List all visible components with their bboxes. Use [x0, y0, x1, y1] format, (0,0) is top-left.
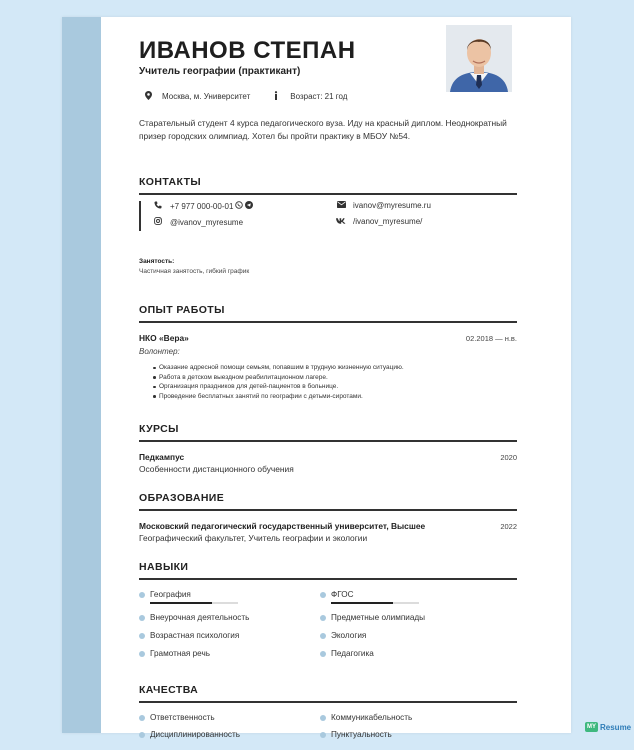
education-year: 2022 — [500, 522, 517, 531]
bullet-dot-icon — [139, 592, 145, 598]
list-item: Организация праздников для детей-пациентов в больнице. — [153, 382, 513, 392]
experience-dates: 02.2018 — н.в. — [465, 334, 517, 343]
phone-text: +7 977 000-00-01 — [170, 201, 234, 211]
skill-item — [139, 613, 249, 622]
quality-label: Дисциплинированность — [150, 730, 240, 739]
skill-label: Педагогика — [331, 649, 374, 658]
vk-contact[interactable] — [336, 217, 422, 226]
instagram-text: @ivanov_myresume — [170, 217, 244, 227]
courses-section-title: КУРСЫ — [139, 423, 179, 435]
bullet-dot-icon — [139, 651, 145, 657]
course-name: Педкампус — [139, 452, 185, 462]
map-pin-icon — [142, 91, 154, 102]
skill-label: Грамотная речь — [150, 649, 210, 658]
skill-label: Возрастная психология — [150, 631, 240, 640]
course-year: 2020 — [500, 453, 517, 462]
resume-sheet — [62, 17, 571, 739]
contacts-section-title: КОНТАКТЫ — [139, 176, 202, 188]
skill-label: География — [150, 590, 191, 599]
quality-item — [139, 713, 215, 722]
sidebar-accent-strip — [62, 17, 101, 733]
skill-item — [320, 649, 374, 658]
skill-level-bar — [150, 602, 238, 604]
skill-level-bar — [331, 602, 419, 604]
education-desc: Географический факультет, Учитель географии и экологии — [139, 533, 368, 543]
location-text: Москва, м. Университет — [162, 92, 251, 101]
job-title: Учитель географии (практикант) — [139, 66, 301, 77]
info-icon — [270, 91, 282, 102]
profile-photo — [446, 25, 512, 92]
quality-item — [320, 730, 392, 739]
skills-divider — [139, 578, 517, 580]
experience-section-title: ОПЫТ РАБОТЫ — [139, 304, 225, 316]
skill-item — [320, 590, 353, 599]
education-name: Московский педагогический государственный университет, Высшее — [139, 521, 426, 531]
bullet-dot-icon — [320, 715, 326, 721]
quality-label: Пунктуальность — [331, 730, 392, 739]
skill-item — [320, 631, 366, 640]
skill-level-fill — [150, 602, 212, 604]
skill-item — [320, 613, 425, 622]
skill-label: ФГОС — [331, 590, 354, 599]
list-item: Проведение бесплатных занятий по географии с детьми-сиротами. — [153, 392, 513, 402]
skill-item — [139, 631, 239, 640]
envelope-icon — [336, 201, 346, 210]
quality-label: Коммуникабельность — [331, 713, 413, 722]
course-desc: Особенности дистанционного обучения — [139, 464, 294, 474]
contacts-accent-bar — [139, 201, 141, 231]
courses-divider — [139, 440, 517, 442]
skill-label: Предметные олимпиады — [331, 613, 426, 622]
skill-label: Экология — [331, 631, 367, 640]
experience-role: Волонтер: — [139, 347, 180, 356]
skill-item — [139, 649, 210, 658]
brand-name: Resume — [600, 722, 632, 732]
contacts-divider — [139, 193, 517, 195]
brand-logo[interactable] — [585, 722, 631, 732]
bullet-dot-icon — [320, 732, 326, 738]
email-contact[interactable] — [336, 201, 431, 210]
telegram-icon — [245, 201, 253, 211]
age-text: Возраст: 21 год — [290, 92, 348, 101]
instagram-contact[interactable] — [153, 217, 243, 227]
qualities-section-title: КАЧЕСТВА — [139, 684, 199, 696]
bullet-dot-icon — [139, 715, 145, 721]
list-item: Работа в детском выездном реабилитационном лагере. — [153, 373, 513, 383]
skill-level-fill — [331, 602, 393, 604]
bullet-dot-icon — [320, 592, 326, 598]
bullet-dot-icon — [139, 633, 145, 639]
experience-divider — [139, 321, 517, 323]
brand-badge: MY — [587, 724, 596, 730]
skill-item — [139, 590, 191, 599]
employment-value: Частичная занятость, гибкий график — [139, 268, 250, 275]
vk-text: /ivanov_myresume/ — [353, 217, 423, 226]
employment-label: Занятость: — [139, 258, 175, 265]
summary-text: Старательный студент 4 курса педагогического вуза. Иду на красный диплом. Неоднократный призер городских олимпиад. Хотел бы пройти практику в МБОУ №54. — [139, 118, 507, 141]
bullet-dot-icon — [320, 633, 326, 639]
education-section-title: ОБРАЗОВАНИЕ — [139, 492, 225, 504]
phone-icon — [153, 201, 163, 211]
contacts-block — [139, 201, 517, 247]
quality-item — [320, 713, 412, 722]
bullet-dot-icon — [320, 651, 326, 657]
quality-item — [139, 730, 240, 739]
experience-duties-list — [153, 363, 513, 401]
candidate-name: ИВАНОВ СТЕПАН — [139, 37, 356, 64]
instagram-icon — [153, 217, 163, 227]
vk-icon — [336, 217, 346, 226]
bullet-dot-icon — [139, 615, 145, 621]
phone-contact[interactable] — [153, 201, 253, 211]
bullet-dot-icon — [139, 732, 145, 738]
bullet-dot-icon — [320, 615, 326, 621]
meta-row — [142, 91, 347, 102]
qualities-divider — [139, 701, 517, 703]
education-divider — [139, 509, 517, 511]
whatsapp-icon — [235, 201, 243, 211]
email-text: ivanov@myresume.ru — [353, 201, 431, 210]
list-item: Оказание адресной помощи семьям, попавшим в трудную жизненную ситуацию. — [153, 363, 513, 373]
experience-org: НКО «Вера» — [139, 333, 189, 343]
skills-section-title: НАВЫКИ — [139, 561, 189, 573]
quality-label: Ответственность — [150, 713, 215, 722]
skill-label: Внеурочная деятельность — [150, 613, 250, 622]
